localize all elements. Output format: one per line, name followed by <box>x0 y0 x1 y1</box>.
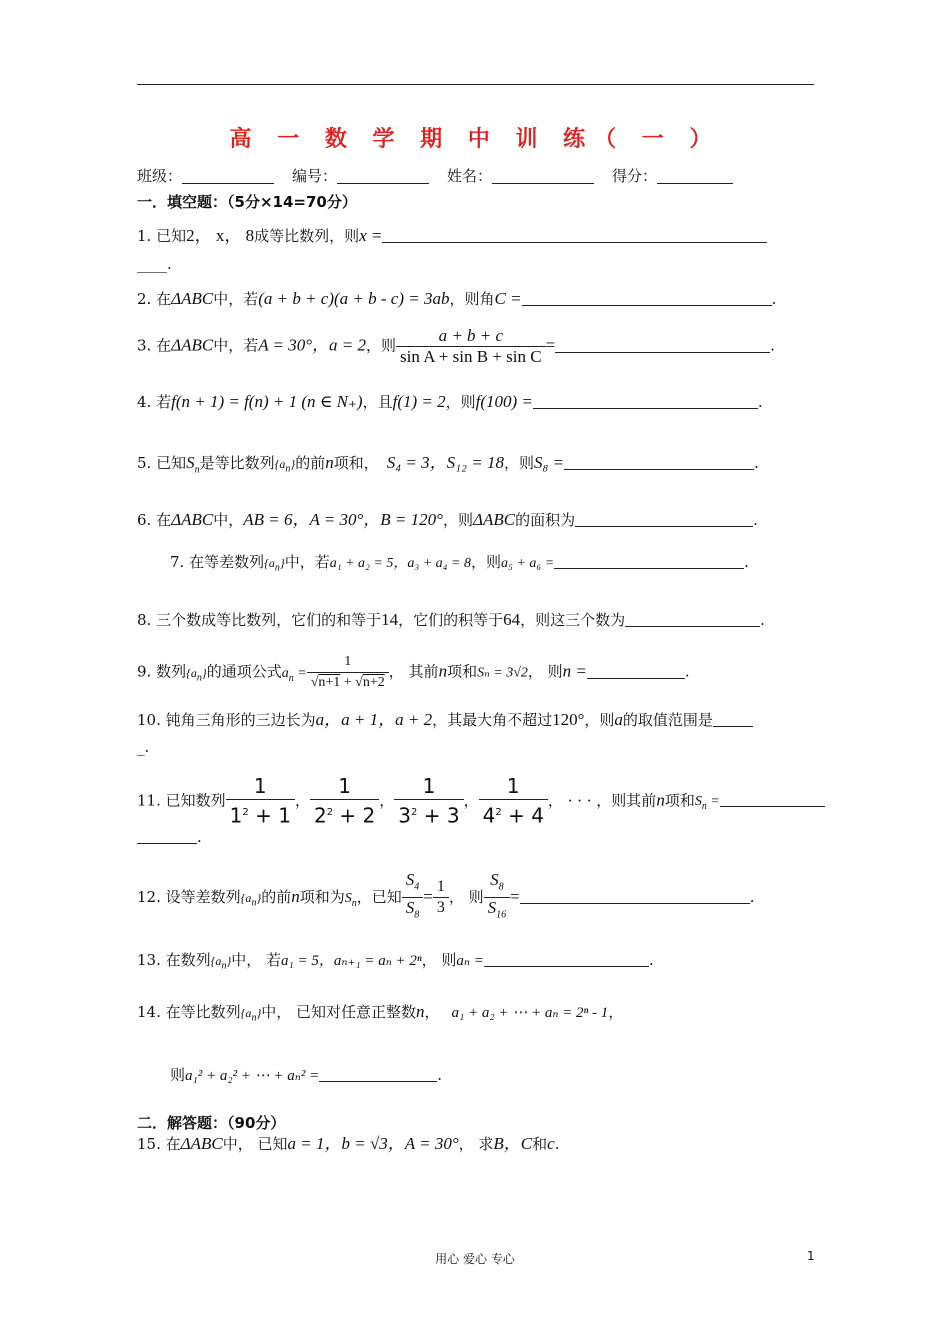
fraction: $\frac{1}{2^2 + 2}$ <box>310 774 379 829</box>
question-11-continued: . <box>137 828 817 846</box>
fraction: $\frac{S_8}{S_{16}}$ <box>484 870 511 926</box>
answer-blank <box>555 340 770 353</box>
question-4: 4. 若f(n + 1) = f(n) + 1 (n ∈ N₊)，且f(1) = 2，则f(100) = . <box>137 392 763 411</box>
name-label: 姓名： <box>447 167 493 185</box>
answer-blank <box>720 794 825 807</box>
fraction: $\frac{1}{√n+1 + √n+2}$ <box>307 652 389 693</box>
answer-blank <box>533 396 758 409</box>
fraction: $\frac{S_4}{S_8}$ <box>402 870 424 926</box>
answer-blank <box>575 514 753 527</box>
question-3: 3. 在ΔABC中，若A = 30°，a = 2，则 $\frac{a + b + c}{\text{sin A + sin B + sin C}}$ = . <box>137 326 775 366</box>
number-blank <box>337 169 429 184</box>
header-rule <box>137 84 814 85</box>
question-12: 12. 设等差数列$\{a_n\}$的前n项和为$S_n$，已知 $\frac{S_4}{S_8}$ = $\frac{1}{3}$ ， 则 $\frac{S_8}{S_{16}}$ = . <box>137 870 817 926</box>
question-1: 1. 已知2， x， 8成等比数列，则x = <box>137 227 817 245</box>
question-5: 5. 已知$S_n$是等比数列$\{a_n\}$的前n项和， S₄ = 3，S₁₂ = 18，则S₈ = . <box>137 453 759 476</box>
question-15: 15. 在ΔABC中， 已知a = 1，b = √3，A = 30°， 求B，C和c. <box>137 1134 560 1153</box>
fraction: $\frac{1}{3}$ <box>433 877 449 918</box>
answer-blank <box>319 1069 437 1082</box>
answer-blank <box>484 954 649 967</box>
class-blank <box>182 169 274 184</box>
section-answer-heading: 二．解答题：（90分） <box>137 1114 286 1132</box>
answer-blank <box>713 714 753 727</box>
class-label: 班级： <box>137 167 183 185</box>
question-13: 13. 在数列$\{a_n\}$中， 若a₁ = 5，aₙ₊₁ = aₙ + 2ⁿ， 则aₙ = . <box>137 951 654 972</box>
page-number: 1 <box>807 1249 815 1263</box>
student-info-row <box>137 165 814 186</box>
page-title: 高 一 数 学 期 中 训 练（ 一 ） <box>229 127 721 152</box>
question-14-continued: 则a₁² + a₂² + ⋯ + aₙ² = . <box>170 1066 443 1084</box>
footer-text: 用心 爱心 专心 <box>435 1252 515 1266</box>
answer-blank <box>520 891 750 904</box>
answer-blank <box>382 230 767 243</box>
question-1-continued: ____. <box>137 255 172 273</box>
fraction: $\frac{1}{3^2 + 3}$ <box>394 774 463 829</box>
score-blank <box>657 169 733 184</box>
question-10: 10. 钝角三角形的三边长为a，a + 1，a + 2，其最大角不超过120°，则a的取值范围是 <box>137 711 817 729</box>
question-10-continued: _. <box>137 738 150 756</box>
question-8: 8. 三个数成等比数列，它们的和等于14，它们的积等于64，则这三个数为 . <box>137 610 765 629</box>
number-label: 编号： <box>292 167 338 185</box>
fraction: $\frac{a + b + c}{\text{sin A + sin B + sin C}}$ <box>396 326 546 367</box>
answer-blank <box>554 556 744 569</box>
answer-blank <box>522 293 772 306</box>
question-7: 7. 在等差数列$\{a_n\}$中，若a₁ + a₂ = 5，a₃ + a₄ = 8，则a₅ + a₆ = . <box>170 553 749 574</box>
score-label: 得分： <box>612 167 658 185</box>
question-2: 2. 在ΔABC中，若(a + b + c)(a + b - c) = 3ab，则角C = . <box>137 289 777 308</box>
question-14: 14. 在等比数列$\{a_n\}$中， 已知对任意正整数n， a₁ + a₂ + ⋯ + aₙ = 2ⁿ - 1， <box>137 1002 624 1024</box>
section-fill-in-heading: 一．填空题：（5分×14=70分） <box>137 193 357 211</box>
question-6: 6. 在ΔABC中，AB = 6，A = 30°，B = 120°，则ΔABC的面积为 . <box>137 510 758 529</box>
answer-blank <box>625 614 760 627</box>
fraction: $\frac{1}{4^2 + 4}$ <box>479 774 548 829</box>
name-blank <box>492 169 594 184</box>
answer-blank <box>587 666 685 679</box>
fraction: $\frac{1}{1^2 + 1}$ <box>226 774 295 829</box>
question-9: 9. 数列$\{a_n\}$的通项公式$a_n$ = $\frac{1}{√n+1 + √n+2}$ ， 其前n项和Sₙ = 3√2， 则n = . <box>137 652 817 693</box>
question-11: 11. 已知数列 $\frac{1}{1^2 + 1}$ ， $\frac{1}{2^2 + 2}$ ， $\frac{1}{3^2 + 3}$ ， $\frac{1}{4^2 + 4}$ ， · · · ，则其前n项和$S_n$ = <box>137 774 817 829</box>
answer-blank <box>564 457 754 470</box>
